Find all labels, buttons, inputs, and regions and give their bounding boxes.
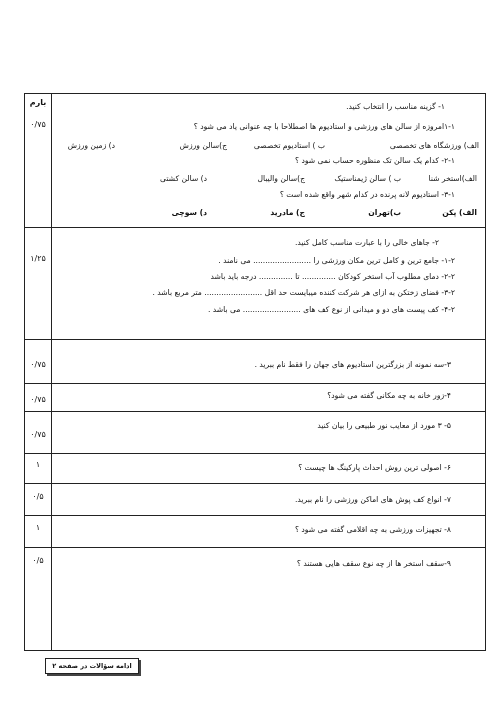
question-5-mark: ۰/۷۵	[30, 430, 46, 439]
question-1-1-text: ۱-۱امروزه از سالن های ورزشی و استادیوم ها اصطلاحا با چه عنوانی یاد می شود ؟	[193, 122, 455, 131]
option-1-1-b: ب ) استادیوم تخصصی	[253, 141, 325, 150]
option-1-2-c: ج)سالن والیبال	[257, 174, 305, 183]
question-1-mark: ۰/۷۵	[30, 120, 46, 129]
option-1-3-d: د) سوچی	[171, 208, 207, 217]
continued-on-page-2-box: ادامه سؤالات در صفحه ۲	[45, 658, 139, 674]
exam-sheet	[24, 93, 486, 651]
option-1-1-d: د) زمین ورزش	[67, 141, 115, 150]
question-2-mark: ۱/۲۵	[30, 254, 46, 263]
question-1-2-text: ۲-۱- کدام یک سالن تک منظوره حساب نمی شود ؟	[295, 156, 455, 165]
question-6-row	[25, 454, 485, 484]
question-4-mark: ۰/۷۵	[30, 395, 46, 404]
option-1-2-a: الف)استخر شنا	[428, 174, 477, 183]
question-2-title: ۲- جاهای خالی را با عبارت مناسب کامل کنید.	[294, 238, 439, 247]
question-8-row	[25, 516, 485, 548]
question-7-mark: ۰/۵	[32, 492, 44, 501]
question-7-text: ۷- انواع کف پوش های اماکن ورزشی را نام ببرید.	[295, 495, 451, 504]
question-9-mark: ۰/۵	[32, 556, 44, 565]
question-4-text: ۴-زور خانه به چه مکانی گفته می شود؟	[327, 391, 451, 400]
question-1-title: ۱- گزینه مناسب را انتخاب کنید.	[346, 102, 445, 111]
question-8-mark: ۱	[35, 523, 41, 532]
question-2-line-4: ۴-۲- کف پیست های دو و میدانی از نوع کف های ........................ می باشد .	[207, 305, 455, 314]
question-6-text: ۶- اصولی ترین روش احداث پارکینگ ها چیست ؟	[298, 463, 451, 472]
question-1-row	[25, 94, 485, 228]
option-1-1-a: الف) ورزشگاه های تخصصی	[389, 141, 479, 150]
question-5-text: ۵- ۳ مورد از معایب نور طبیعی را بیان کنید	[317, 421, 451, 430]
option-1-2-d: د) سالن کشتی	[160, 174, 207, 183]
option-1-2-b: ب ) سالن ژیمناستیک	[334, 174, 401, 183]
question-1-3-text: ۳-۱- استادیوم لانه پرنده در کدام شهر واقع شده است ؟	[279, 190, 455, 199]
question-6-mark: ۱	[35, 460, 41, 469]
question-2-line-3: ۳-۲- فضای زختکن به ازای هر شرکت کننده میبایست حد اقل ........................ متر مربع باشد .	[152, 288, 455, 297]
question-2-line-1: ۱-۲- جامع ترین و کامل ترین مکان ورزشی را ........................ می نامند .	[218, 256, 455, 265]
question-4-row	[25, 384, 485, 412]
question-3-mark: ۰/۷۵	[30, 360, 46, 369]
question-3-text: ۳-سه نمونه از بزرگترین استادیوم های جهان را فقط نام ببرید .	[254, 360, 451, 369]
question-9-row	[25, 548, 485, 652]
question-9-text: ۹-سقف استخر ها از چه نوع سقف هایی هستند ؟	[296, 559, 451, 568]
question-3-row	[25, 340, 485, 384]
option-1-3-b: ب)تهران	[368, 208, 401, 217]
barem-header: بارم	[29, 98, 47, 107]
question-7-row	[25, 484, 485, 516]
option-1-3-c: ج) مادرید	[270, 208, 305, 217]
question-2-row	[25, 228, 485, 340]
question-8-text: ۸- تجهیزات ورزشی به چه اقلامی گفته می شود ؟	[294, 525, 451, 534]
question-5-row	[25, 412, 485, 454]
option-1-1-c: ج)سالن ورزش	[179, 141, 227, 150]
question-2-line-2: ۲-۲- دمای مطلوب آب استخر کودکان .............. تا .............. درجه باید باشد	[210, 272, 455, 281]
option-1-3-a: الف) پکن	[442, 208, 477, 217]
